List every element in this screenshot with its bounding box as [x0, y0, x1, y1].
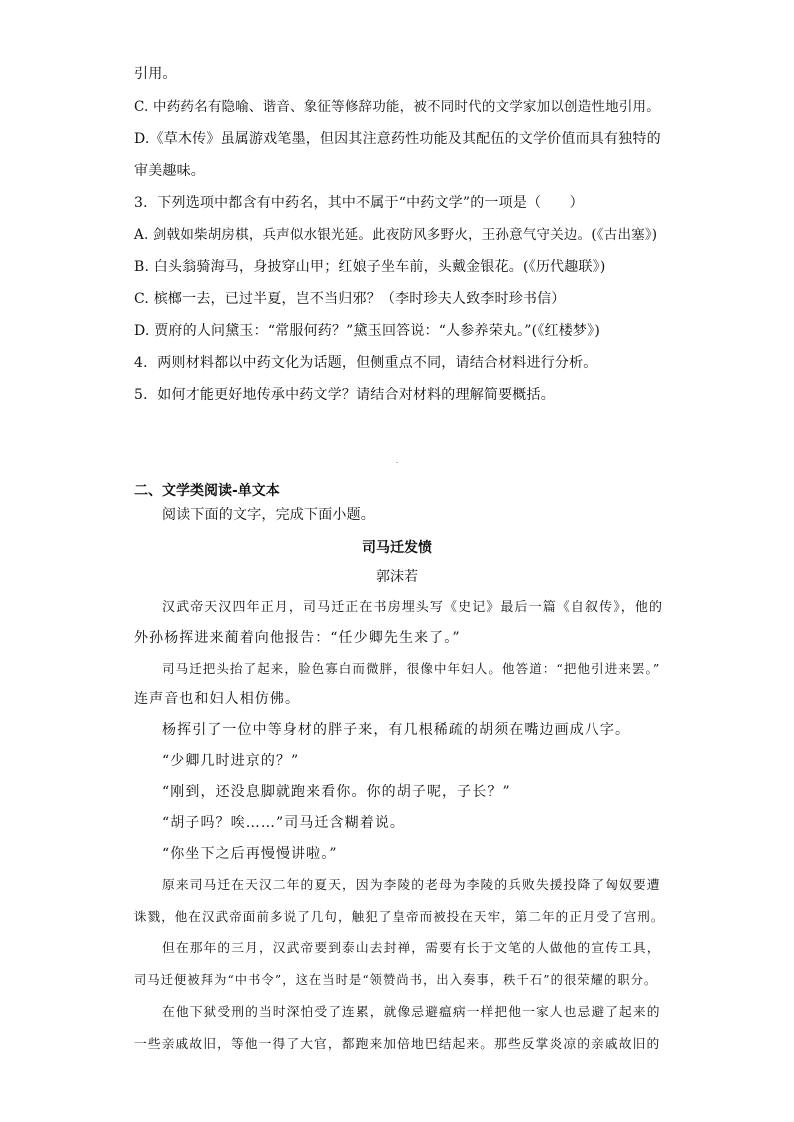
reading-instruction: 阅读下面的文字，完成下面小题。 [162, 507, 375, 523]
question-5: 5．如何才能更好地传承中药文学？请结合对材料的理解简要概括。 [134, 387, 555, 403]
paragraph-line: 司马迁把头抬了起来，脸色寡白而微胖，很像中年妇人。他答道：“把他引进来罢。” [162, 661, 661, 676]
question-3: 3．下列选项中都含有中药名，其中不属于“中药文学”的一项是（ ） [134, 195, 584, 211]
paragraph-line: “少卿几时进京的？” [162, 753, 300, 769]
option-d-line-2: 审美趣味。 [134, 163, 205, 179]
paragraph-line: 外孙杨挥进来蔺着向他报告：“任少卿先生来了。” [134, 630, 461, 646]
paragraph-line: 司马迁便被拜为“中书令”，这在当时是“领赞尚书，出入奏事，秩千石”的很荣耀的职分。 [134, 973, 658, 987]
paragraph-line: “你坐下之后再慢慢讲啦。” [162, 846, 338, 862]
paragraph-line: 在他下狱受刑的当时深怕受了连累，就像忌避瘟病一样把他一家人也忌避了起来的 [162, 1005, 661, 1020]
option-d-line-1: D.《草木传》虽属游戏笔墨，但因其注意药性功能及其配伍的文学价值而具有独特的 [134, 131, 661, 147]
section-heading: 二、文学类阅读-单文本 [134, 483, 280, 499]
question-3-option-c: C. 槟榔一去，已过半夏，岂不当归邪？（李时珍夫人致李时珍书信） [134, 291, 566, 307]
question-3-option-b: B. 白头翁骑海马，身披穿山甲；红娘子坐车前，头戴金银花。(《历代趣联》) [134, 259, 606, 275]
separator-mark [396, 462, 398, 463]
paragraph-line: 汉武帝天汉四年正月，司马迁正在书房埋头写《史记》最后一篇《自叙传》，他的 [162, 600, 664, 615]
paragraph-line: 杨挥引了一位中等身材的胖子来，有几根稀疏的胡须在嘴边画成八字。 [162, 722, 631, 738]
question-4: 4．两则材料都以中药文化为话题，但侧重点不同，请结合材料进行分析。 [134, 355, 598, 371]
option-c: C. 中药药名有隐喻、谐音、象征等修辞功能，被不同时代的文学家加以创造性地引用。 [134, 99, 660, 115]
option-b-continuation: 引用。 [134, 66, 177, 82]
passage-author: 郭沫若 [376, 569, 418, 585]
passage-title: 司马迁发愤 [362, 540, 432, 556]
paragraph-line: 一些亲戚故旧，等他一得了大官，都跑来加倍地巴结起来。那些反掌炎凉的亲戚故旧的 [134, 1037, 661, 1052]
paragraph-line: 连声音也和妇人相仿佛。 [134, 691, 301, 707]
paragraph-line: 原来司马迁在天汉二年的夏天，因为李陵的老母为李陵的兵败失援投降了匈奴要遭 [162, 878, 661, 893]
paragraph-line: 但在那年的三月，汉武帝要到泰山去封禅，需要有长于文笔的人做他的宣传工具， [162, 941, 661, 956]
question-3-option-a: A. 剑戟如柴胡房棋，兵声似水银光延。此夜防风多野火，王孙意气守关边。(《古出塞》) [134, 227, 658, 243]
paragraph-line: 诛戮，他在汉武帝面前多说了几句，触犯了皇帝而被投在天牢，第二年的正月受了宫刑。 [134, 909, 665, 924]
question-3-option-d: D. 贾府的人问黛玉：“常服何药？”黛玉回答说：“人参养荣丸。”(《红楼梦》) [134, 323, 600, 339]
paragraph-line: “胡子吗？唉……”司马迁含糊着说。 [162, 815, 406, 831]
paragraph-line: “刚到，还没息脚就跑来看你。你的胡子呢，子长？” [162, 784, 511, 800]
